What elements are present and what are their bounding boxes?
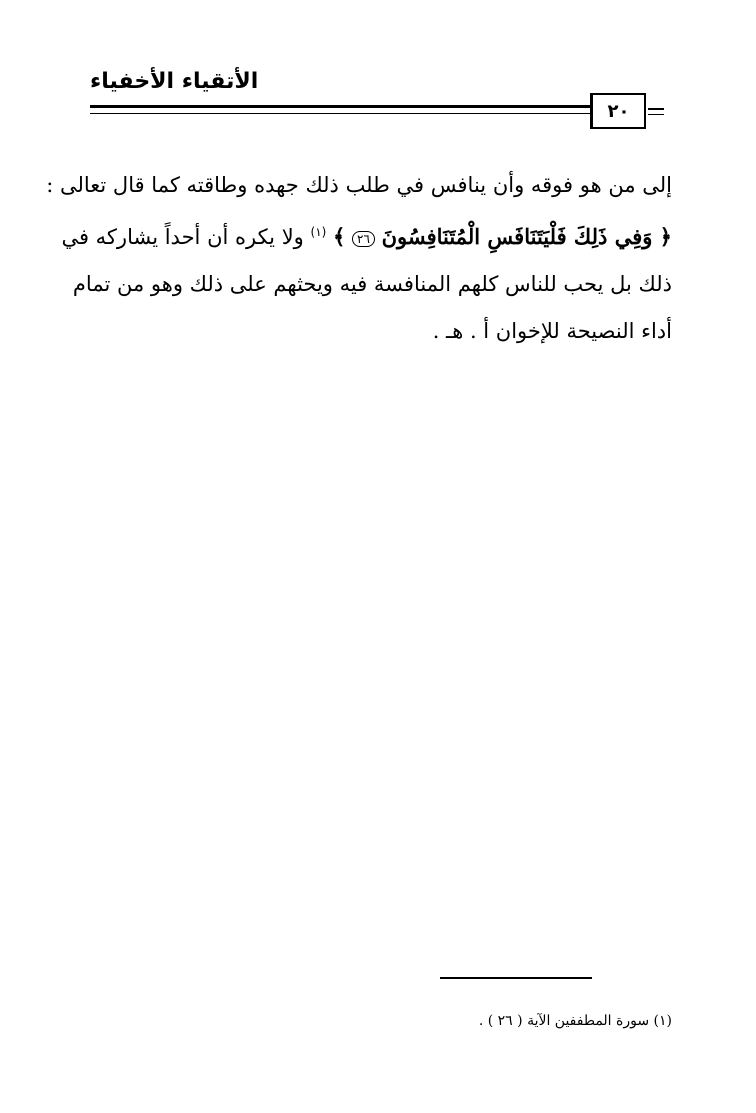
ayah-number-mark: ٢٦ [352, 231, 375, 247]
body-text [46, 162, 672, 355]
body-line-4: أداء النصيحة للإخوان أ . هـ . [432, 319, 672, 343]
footnote-separator [440, 977, 592, 979]
body-line-2 [61, 209, 672, 261]
body-line-3: ذلك بل يحب للناس كلهم المنافسة فيه ويحثهم على ذلك وهو من تمام [72, 272, 672, 296]
footnote: (١) سورة المطففين الآية ( ٢٦ ) . [478, 1013, 672, 1029]
header-rule-tail-top [648, 108, 664, 110]
header-rule-bottom [90, 113, 590, 114]
header-rule-top [90, 105, 590, 108]
header-rule-tail-bottom [648, 114, 664, 115]
quran-verse-close: ﴾ [333, 224, 346, 249]
page-number-box [590, 93, 646, 129]
page-number: ٢٠ [607, 100, 630, 122]
body-line-2-rest: ولا يكره أن أحداً يشاركه في [61, 225, 304, 249]
footnote-reference: (١) [310, 225, 327, 239]
body-line-1: إلى من هو فوقه وأن ينافس في طلب ذلك جهده وطاقته كما قال تعالى : [46, 173, 672, 197]
running-title: الأتقياء الأخفياء [90, 69, 259, 94]
quran-verse: ﴿ وَفِي ذَلِكَ فَلْيَتَنَافَسِ الْمُتَنَافِسُونَ [381, 224, 672, 249]
